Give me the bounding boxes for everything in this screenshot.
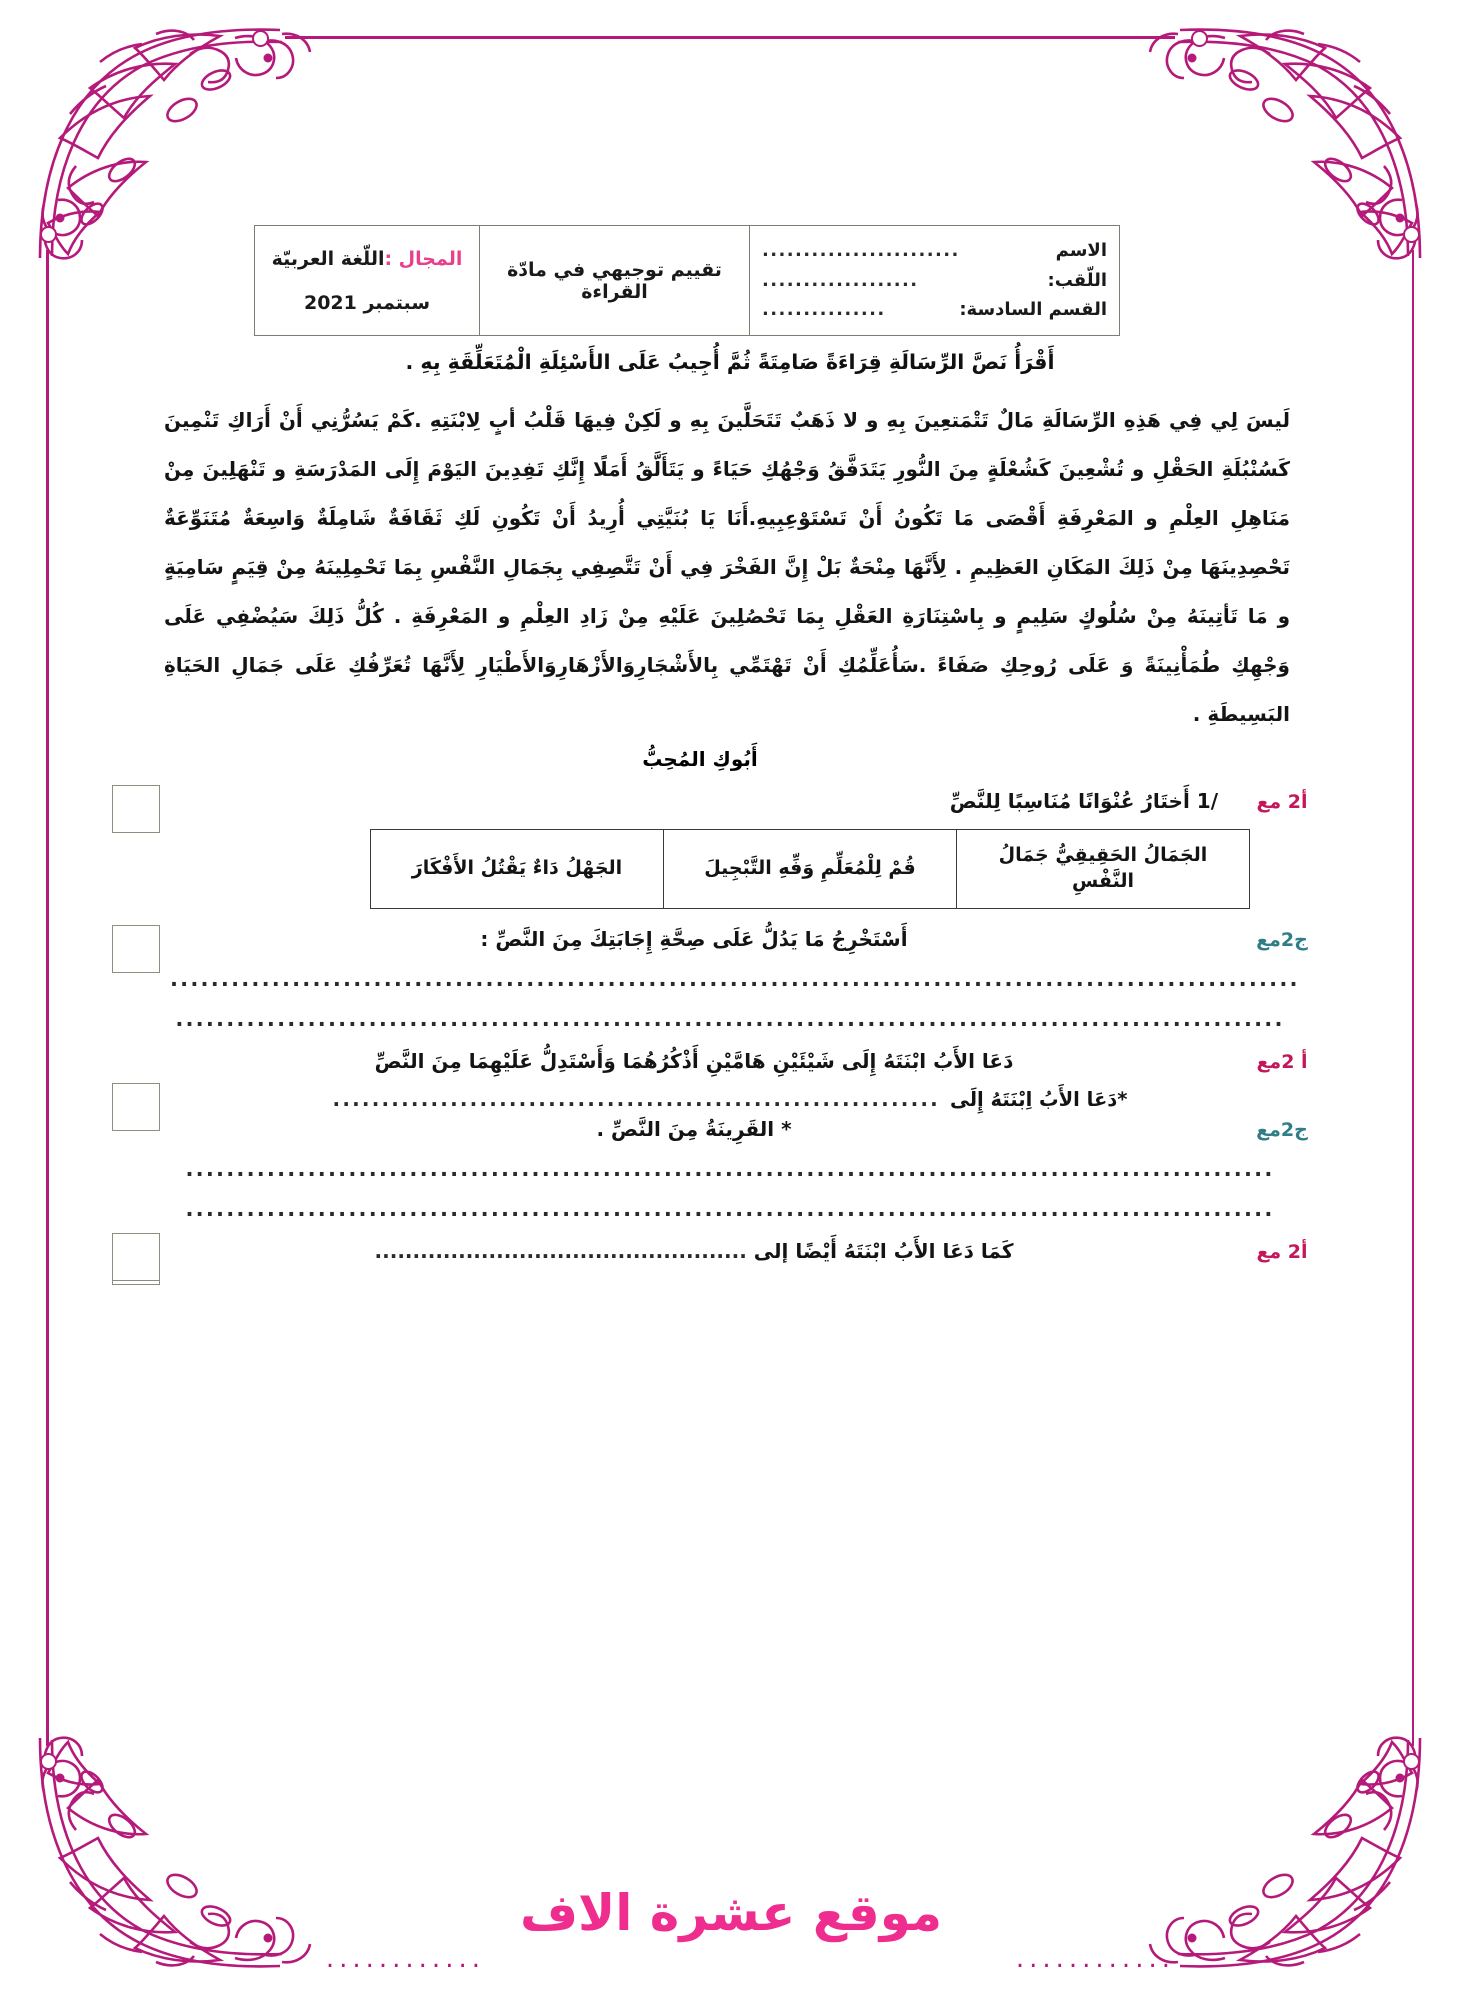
- question-1-options-table: [370, 829, 1250, 909]
- table-row: [255, 226, 1120, 336]
- question-3-text: دَعَا الأَبُ ابْنَتَهُ إِلَى شَيْئَيْنِ هَامَّيْنِ أَذْكُرُهُمَا وَأَسْتَدِلُّ عَلَيْهِمَا مِنَ النَّصِّ: [374, 1049, 1014, 1074]
- border-bead: [1403, 1753, 1420, 1770]
- question-1-prompt: أَختَارُ عُنْوَانًا مُنَاسِبًا لِلنَّصِّ: [949, 789, 1190, 814]
- subject-line-2: القراءة: [581, 280, 648, 303]
- domain-value: اللّغة العربيّة: [271, 247, 385, 270]
- passage-signature: أَبُوكِ المُحِبُّ: [642, 747, 758, 772]
- border-bead: [1191, 30, 1208, 47]
- option-cell-3[interactable]: الجَهْلُ دَاءٌ يَقْتُلُ الأَفْكَارَ: [371, 830, 664, 909]
- site-watermark: موقع عشرة الاف: [519, 1884, 943, 1942]
- question-1-block: [150, 789, 1310, 909]
- student-surname-dots[interactable]: ...................: [762, 269, 919, 291]
- question-3-subitem-2: [150, 1117, 1238, 1141]
- student-name-label: الاسم: [1055, 240, 1107, 261]
- border-bead: [1403, 226, 1420, 243]
- question-2-block: [150, 927, 1310, 1031]
- score-box-q4[interactable]: [112, 1233, 160, 1281]
- passage-paragraph: لَيسَ لِي فِي هَذِهِ الرِّسَالَةِ مَالٌ تَتْمَتعِينَ بِهِ و لا ذَهَبٌ تَتَحَلَّينَ بِهِ و لَكِنْ فِيهَا قَلْبُ أبٍ لِابْنَتِهِ .كَمْ يَسُرُّنِي أَنْ أَرَاكِ تَنْمِينَ كَسُنْبُلَةِ الحَقْلِ و تُشْعِينَ كَشُعْلَةٍ مِنَ النُّورِ يَتَدَفَّقُ وَجْهُكِ حَيَاءً و يَتَأَلَّقُ أَمَلًا إِنَّكِ تَفِدِينَ اليَوْمَ إِلَى المَدْرَسَةِ و تَنْهَلِينَ مِنْ مَنَاهِلِ العِلْمِ و المَعْرِفَةِ أَقْصَى مَا تَكُونُ أَنْ تَسْتَوْعِبِيهِ.أَنَا يَا بُنَيَّتِي أُرِيدُ أَنْ تَكُونِ لَكِ ثَقَافَةٌ شَامِلَةٌ وَاسِعَةٌ مُتَنَوِّعَةٌ تَحْصِدِينَهَا مِنْ ذَلِكَ المَكَانِ العَظِيمِ . لِأَنَّهَا مِنْحَةٌ بَلْ إِنَّ الفَخْرَ فِي أَنْ تَتَّصِفِي بِجَمَالِ النَّفْسِ بِمَا تَحْمِلِينَهُ مِنْ قِيَمٍ سَامِيَةٍ و مَا تَأتِينَهُ مِنْ سُلُوكٍ سَلِيمٍ و بِاسْتِنَارَةِ العَقْلِ بِمَا تَحْصُلِينَ عَلَيْهِ مِنْ زَادِ العِلْمِ و المَعْرِفَةِ . كُلُّ ذَلِكَ سَيُضْفِي عَلَى وَجْهِكِ طُمَأْنِينَةً وَ عَلَى رُوحِكِ صَفَاءً .سَأُعَلِّمُكِ أَنْ تَهْتَمِّي بِالأَشْجَارِوَالأَزْهَارِوَالأَطْيَارِ لِأَنَّهَا تُعَرِّفُكِ عَلَى جَمَالِ الحَيَاةِ البَسِيطَةِ .: [164, 408, 1290, 727]
- border-bead: [40, 1753, 57, 1770]
- question-3-row: [150, 1049, 1310, 1073]
- table-row: [371, 830, 1250, 909]
- border-bead: [252, 30, 269, 47]
- question-3-subitem-1: [150, 1087, 1310, 1111]
- question-3-mark-2: ج2مع: [1256, 1119, 1308, 1142]
- document-content: [150, 225, 1310, 1263]
- question-3-subitem-2-row: [150, 1117, 1310, 1141]
- option-cell-1[interactable]: الجَمَالُ الحَقِيقِيُّ جَمَالُ النَّفْسِ: [957, 830, 1250, 909]
- question-1-number: /1: [1196, 789, 1218, 814]
- answer-dotline-q2-1[interactable]: ...............................................................................................................: [170, 967, 1300, 992]
- domain-label: المجال :: [384, 247, 463, 270]
- question-1-text: [150, 789, 1238, 813]
- question-4-prompt: كَمَا دَعَا الأَبُ ابْنَتَهُ أَيْضًا إلى: [753, 1239, 1014, 1264]
- question-2-mark: ج2مع: [1256, 929, 1308, 952]
- question-4-row: [150, 1239, 1310, 1263]
- score-box-q3[interactable]: [112, 1083, 160, 1131]
- border-dots-right: ............: [1015, 1946, 1175, 1972]
- question-3-subitem-1-label: *دَعَا الأَبُ اِبْنَتَهُ إِلَى: [949, 1088, 1128, 1112]
- question-3-subitem-2-dots[interactable]: .: [596, 1117, 605, 1142]
- student-identity-cell: [750, 226, 1120, 336]
- question-2-text: أَسْتَخْرِجُ مَا يَدُلُّ عَلَى صِحَّةِ إِجَابَتِكَ مِنَ النَّصِّ :: [480, 927, 908, 952]
- score-box-q1[interactable]: [112, 785, 160, 833]
- question-3-subitem-2-label: * القَرِينَةُ مِنَ النَّصِّ: [611, 1117, 792, 1142]
- question-3-subitem-1-dots[interactable]: ..............................................................: [332, 1087, 940, 1112]
- student-name-line: [762, 236, 1107, 266]
- question-4-dots[interactable]: .................................................: [374, 1239, 747, 1264]
- border-bead: [40, 226, 57, 243]
- answer-dotline-q3-1[interactable]: ...........................................................................................................: [185, 1157, 1275, 1182]
- question-4-mark: أ2 مع: [1256, 1241, 1308, 1264]
- student-class-label: القسم السادسة:: [959, 299, 1107, 321]
- question-4-block: [150, 1239, 1310, 1263]
- student-class-line: [762, 295, 1107, 325]
- domain-label-row: [267, 248, 467, 270]
- question-2-row: [150, 927, 1310, 951]
- score-box-q2[interactable]: [112, 925, 160, 973]
- student-surname-line: [762, 266, 1107, 296]
- answer-dotline-q2-2[interactable]: .............................................................................................................: [175, 1007, 1285, 1032]
- student-name-dots[interactable]: ........................: [762, 240, 960, 261]
- subject-cell: [480, 226, 750, 336]
- question-1-mark: أ2 مع: [1256, 791, 1308, 814]
- reading-instruction: أَقْرَأُ نَصَّ الرِّسَالَةِ قِرَاءَةً صَامِتَةً ثُمَّ أُجِيبُ عَلَى الأَسْئِلَةِ الْمُتَعَلِّقَةِ بِهِ .: [405, 350, 1055, 375]
- border-edge-top: [285, 36, 1175, 39]
- header-info-table: [254, 225, 1120, 336]
- border-dots-left: ............: [325, 1946, 485, 1972]
- question-1-row: [150, 789, 1310, 813]
- question-4-text: [150, 1239, 1238, 1263]
- domain-cell: [255, 226, 480, 336]
- subject-line-1: تقييم توجيهي في مادّة: [507, 258, 722, 281]
- student-surname-label: اللّقب:: [1047, 269, 1107, 291]
- answer-dotline-q3-2[interactable]: ...........................................................................................................: [185, 1197, 1275, 1222]
- option-cell-2[interactable]: قُمْ لِلْمُعَلِّمِ وَفِّهِ التَّبْجِيلَ: [664, 830, 957, 909]
- border-edge-right: [1412, 250, 1415, 1746]
- student-class-dots[interactable]: ...............: [762, 299, 886, 321]
- question-3-mark: أ 2مع: [1256, 1051, 1308, 1074]
- question-3-block: [150, 1049, 1310, 1221]
- exam-date: سبتمبر 2021: [303, 291, 430, 314]
- border-edge-left: [46, 250, 49, 1746]
- reading-passage: [150, 396, 1310, 739]
